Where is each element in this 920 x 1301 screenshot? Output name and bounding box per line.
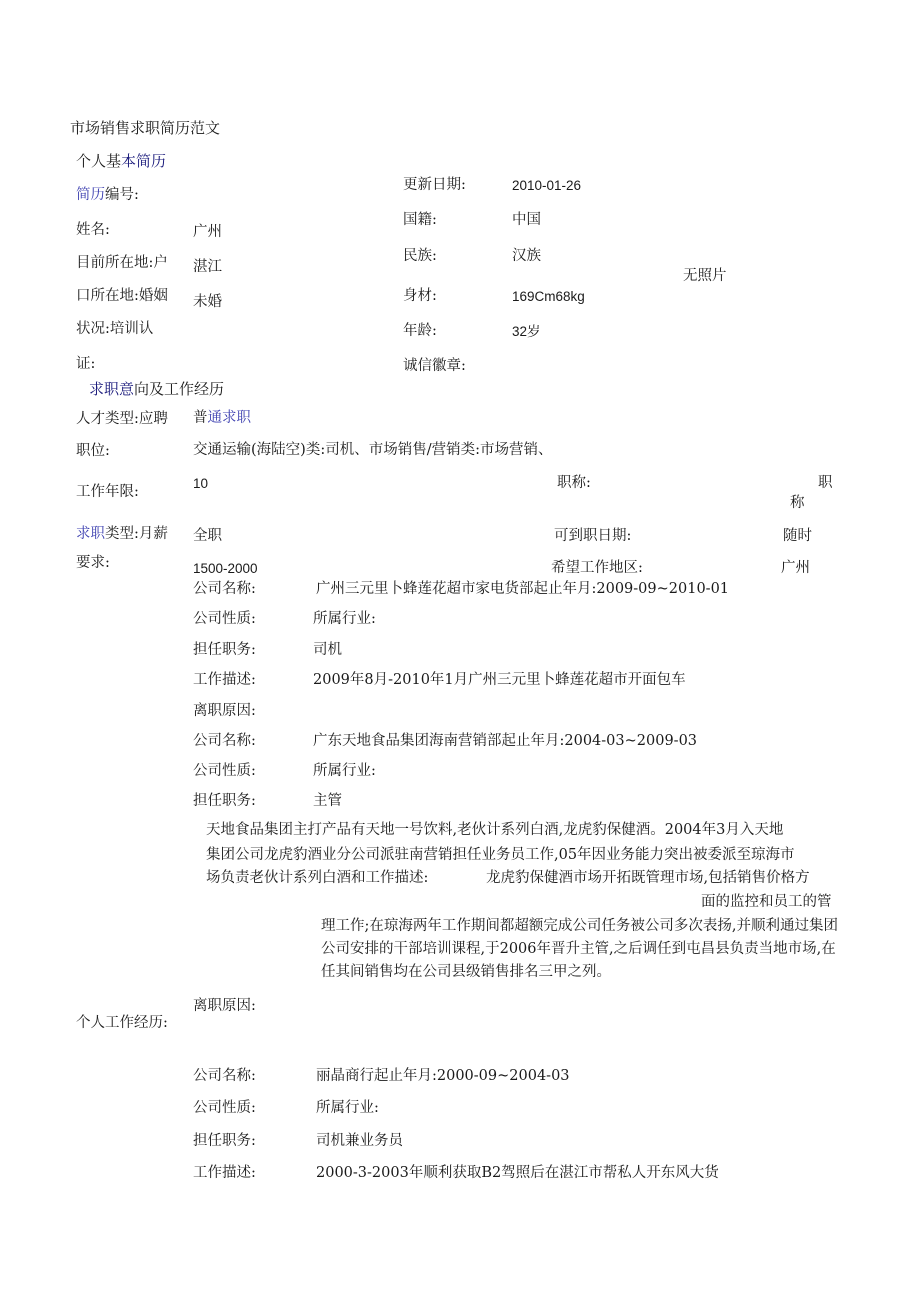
intent-heading-part2: 向及工作经历 (134, 381, 225, 398)
job2-duty-label: 担任职务: (193, 793, 256, 809)
age-value: 32岁 (512, 324, 541, 339)
job1-desc-label: 工作描述: (193, 672, 256, 688)
job1-nature-label: 公司性质: (193, 611, 256, 627)
nationality-value: 中国 (512, 212, 541, 228)
job2-desc-line3-right: 龙虎豹保健酒市场开拓既管理市场,包括销售价格方 (486, 870, 810, 886)
hukou-label: 口所在地:婚姻 (76, 288, 168, 304)
job-title-label: 职称: (557, 475, 591, 491)
job-title-value-1: 职 (818, 475, 833, 491)
job3-desc-value: 2000-3-2003年顺利获取B2驾照后在湛江市帮私人开东风大货 (316, 1165, 719, 1181)
name-label: 姓名: (76, 222, 110, 238)
job1-company-label: 公司名称: (193, 581, 256, 597)
location-value: 湛江 (193, 259, 222, 275)
talent-type-value (193, 409, 251, 427)
ethnic-label: 民族: (403, 248, 437, 264)
job-type-label (76, 525, 168, 543)
work-years-value: 10 (193, 476, 209, 491)
cert-label: 证: (76, 356, 96, 372)
job3-nature-label: 公司性质: (193, 1100, 256, 1116)
ethnic-value: 汉族 (512, 248, 541, 264)
name-value: 广州 (193, 224, 222, 240)
status-label: 状况:培训认 (76, 321, 154, 337)
resume-number-label-part1: 简历 (76, 187, 105, 203)
update-date-value: 2010-01-26 (512, 178, 582, 193)
job1-duty-label: 担任职务: (193, 642, 256, 658)
job3-desc-label: 工作描述: (193, 1165, 256, 1181)
marital-value: 未婚 (193, 294, 222, 310)
job1-leave-label: 离职原因: (193, 703, 256, 719)
intent-heading-part1: 求职意 (89, 381, 135, 398)
available-date-value: 随时 (783, 528, 812, 544)
job2-nature-label: 公司性质: (193, 763, 256, 779)
salary-value: 1500-2000 (193, 561, 258, 576)
resume-number-label-part2: 编号: (105, 187, 139, 203)
job2-desc-paragraph: 理工作;在琼海两年工作期间都超额完成公司任务被公司多次表扬,并顺利通过集团公司安排的干部培训课程,于2006年晋升主管,之后调任到屯昌县负责当地市场,在任其间销售均在公司县级销售排名三甲之列。 (321, 918, 838, 980)
job3-duty-value: 司机兼业务员 (316, 1133, 403, 1149)
job3-company-label: 公司名称: (193, 1068, 256, 1084)
job3-company-value: 丽晶商行起止年月:2000-09~2004-03 (316, 1068, 570, 1084)
job1-duty-value: 司机 (313, 642, 342, 658)
job2-desc-line4: 面的监控和员工的管 (701, 894, 832, 910)
talent-type-value-part2: 通求职 (207, 410, 251, 426)
body-label: 身材: (403, 288, 437, 304)
job2-desc-line2: 集团公司龙虎豹酒业分公司派驻南营销担任业务员工作,05年因业务能力突出被委派至琼海市 (206, 847, 795, 863)
job3-duty-label: 担任职务: (193, 1133, 256, 1149)
work-years-label: 工作年限: (76, 484, 139, 500)
job-title-value-2: 称 (790, 495, 805, 511)
job1-desc-value: 2009年8月-2010年1月广州三元里卜蜂莲花超市开面包车 (313, 672, 686, 688)
document-title: 市场销售求职简历范文 (70, 120, 221, 137)
job2-desc-line3: 场负责老伙计系列白酒和工作描述: (206, 870, 429, 886)
job2-duty-value: 主管 (313, 793, 342, 809)
photo-placeholder: 无照片 (683, 268, 727, 284)
location-label: 目前所在地:户 (76, 255, 168, 271)
nationality-label: 国籍: (403, 212, 437, 228)
job-type-value: 全职 (193, 528, 222, 544)
work-area-value: 广州 (781, 560, 810, 576)
available-date-label: 可到职日期: (554, 528, 632, 544)
age-label: 年龄: (403, 323, 437, 339)
job-type-label-part1: 求职 (76, 526, 105, 542)
talent-type-label: 人才类型:应聘 (76, 411, 168, 427)
basic-heading-part2: 本简历 (121, 153, 167, 170)
position-label: 职位: (76, 443, 110, 459)
job-type-label-part2: 类型:月薪 (105, 526, 168, 542)
update-date-label: 更新日期: (403, 177, 466, 193)
job2-company-label: 公司名称: (193, 733, 256, 749)
salary-label: 要求: (76, 555, 110, 571)
job1-nature-value: 所属行业: (313, 611, 376, 627)
basic-heading-part1: 个人基 (76, 153, 122, 170)
job3-nature-value: 所属行业: (316, 1100, 379, 1116)
position-value: 交通运输(海陆空)类:司机、市场销售/营销类:市场营销、 (193, 442, 553, 458)
job1-company-value: 广州三元里卜蜂莲花超市家电货部起止年月:2009-09~2010-01 (316, 581, 730, 597)
body-value: 169Cm68kg (512, 289, 585, 304)
intent-heading (89, 381, 224, 399)
job2-desc-line1: 天地食品集团主打产品有天地一号饮料,老伙计系列白酒,龙虎豹保健酒。2004年3月入天地 (206, 822, 784, 838)
talent-type-value-part1: 普 (193, 410, 208, 426)
job2-nature-value: 所属行业: (313, 763, 376, 779)
work-area-label: 希望工作地区: (551, 560, 643, 576)
resume-number-label (76, 186, 139, 204)
credit-badge-label: 诚信徽章: (403, 358, 466, 374)
job2-leave-label: 离职原因: (193, 998, 256, 1014)
basic-info-heading (76, 153, 166, 171)
work-history-label: 个人工作经历: (76, 1015, 168, 1031)
job2-company-value: 广东天地食品集团海南营销部起止年月:2004-03~2009-03 (313, 733, 698, 749)
